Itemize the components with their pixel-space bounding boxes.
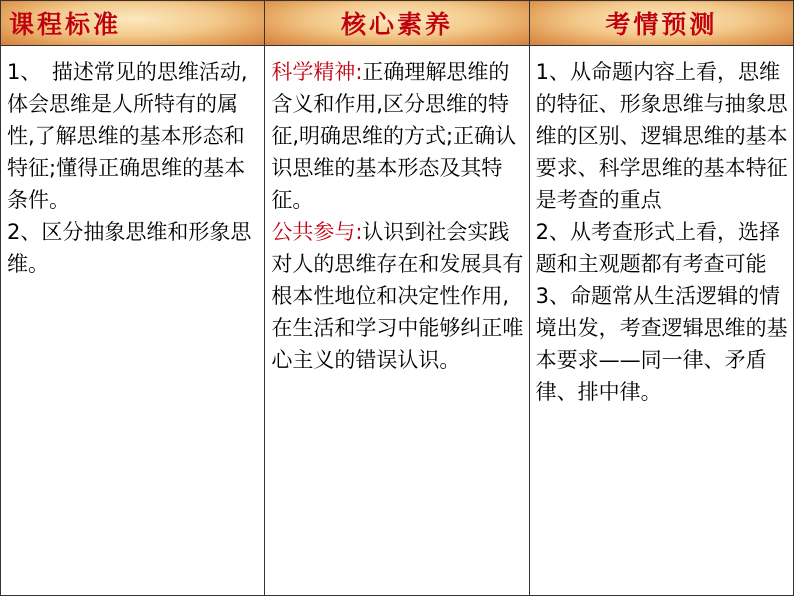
- standard-item-1: 1、 描述常见的思维活动,体会思维是人所特有的属性,了解思维的基本形态和特征;懂得正确思维的基本条件。: [7, 60, 248, 212]
- public-text: 认识到社会实践对人的思维存在和发展具有根本性地位和决定性作用,在生活和学习中能够纠正唯心主义的错误认识。: [271, 220, 524, 372]
- header-forecast: 考情预测: [529, 1, 793, 46]
- forecast-item-1: 1、从命题内容上看，思维的特征、形象思维与抽象思维的区别、逻辑思维的基本要求、科学思维的基本特征是考查的重点: [535, 60, 788, 212]
- header-literacy: 核心素养: [265, 1, 529, 46]
- header-row: [1, 1, 794, 46]
- literacy-science: [271, 56, 524, 216]
- public-label: 公共参与:: [271, 220, 363, 244]
- forecast-cell: [529, 46, 793, 596]
- forecast-item-2: 2、从考查形式上看，选择题和主观题都有考查可能: [535, 220, 781, 276]
- body-row: [1, 46, 794, 596]
- science-text: 正确理解思维的含义和作用,区分思维的特征,明确思维的方式;正确认识思维的基本形态及其特征。: [271, 60, 517, 212]
- literacy-public: [271, 216, 524, 376]
- standard-item-2: 2、区分抽象思维和形象思维。: [7, 220, 252, 276]
- forecast-item-3: 3、命题常从生活逻辑的情境出发，考查逻辑思维的基本要求——同一律、矛盾律、排中律。: [535, 284, 788, 404]
- literacy-cell: [265, 46, 529, 596]
- header-standard: 课程标准: [1, 1, 265, 46]
- standard-cell: [1, 46, 265, 596]
- science-label: 科学精神:: [271, 60, 363, 84]
